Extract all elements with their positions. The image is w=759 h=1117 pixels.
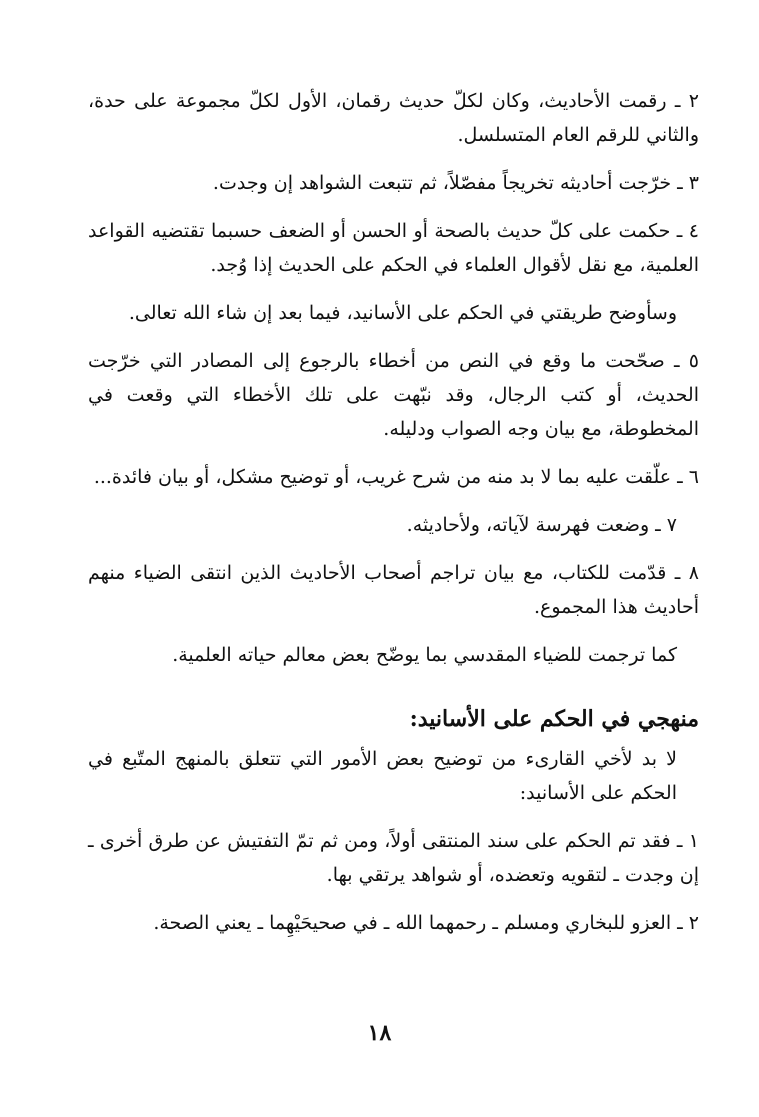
paragraph-item-7: ٧ ـ وضعت فهرسة لآياته، ولأحاديثه. [406,514,677,536]
page-number: ١٨ [367,1020,392,1046]
paragraph-biography-note: كما ترجمت للضياء المقدسي بما يوضّح بعض معالم حياته العلمية. [172,644,677,666]
paragraph-item-3: ٣ ـ خرّجت أحاديثه تخريجاً مفصّلاً، ثم تتبعت الشواهد إن وجدت. [212,172,699,194]
paragraph-item-2: ٢ ـ رقمت الأحاديث، وكان لكلّ حديث رقمان، الأول لكلّ مجموعة على حدة، والثاني للرقم العام المتسلسل. [88,90,699,146]
section-intro: لا بد لأخي القارىء من توضيح بعض الأمور التي تتعلق بالمنهج المتّبع في الحكم على الأسانيد: [88,748,677,804]
paragraph-item-6: ٦ ـ علّقت عليه بما لا بد منه من شرح غريب، أو توضيح مشكل، أو بيان فائدة... [93,466,699,488]
page-body [88,84,699,940]
paragraph-note: وسأوضح طريقتي في الحكم على الأسانيد، فيما بعد إن شاء الله تعالى. [128,302,677,324]
paragraph-item-4: ٤ ـ حكمت على كلّ حديث بالصحة أو الحسن أو الضعف حسبما تقتضيه القواعد العلمية، مع نقل لأقوال العلماء في الحكم على الحديث إذا وُجد. [88,220,699,276]
paragraph-item-5: ٥ ـ صحّحت ما وقع في النص من أخطاء بالرجوع إلى المصادر التي خرّجت الحديث، أو كتب الرجال، وقد نبّهت على تلك الأخطاء التي وقعت في المخطوطة، مع بيان وجه الصواب ودليله. [88,350,699,440]
section-item-1: ١ ـ فقد تم الحكم على سند المنتقى أولاً، ومن ثم تمّ التفتيش عن طرق أخرى ـ إن وجدت ـ لتقويه وتعضده، أو شواهد يرتقي بها. [88,830,699,886]
section-heading: منهجي في الحكم على الأسانيد: [409,706,699,732]
paragraph-item-8: ٨ ـ قدّمت للكتاب، مع بيان تراجم أصحاب الأحاديث الذين انتقى الضياء منهم أحاديث هذا المجموع. [88,562,699,618]
section-item-2: ٢ ـ العزو للبخاري ومسلم ـ رحمهما الله ـ في صحيحَيْهِما ـ يعني الصحة. [153,912,699,934]
